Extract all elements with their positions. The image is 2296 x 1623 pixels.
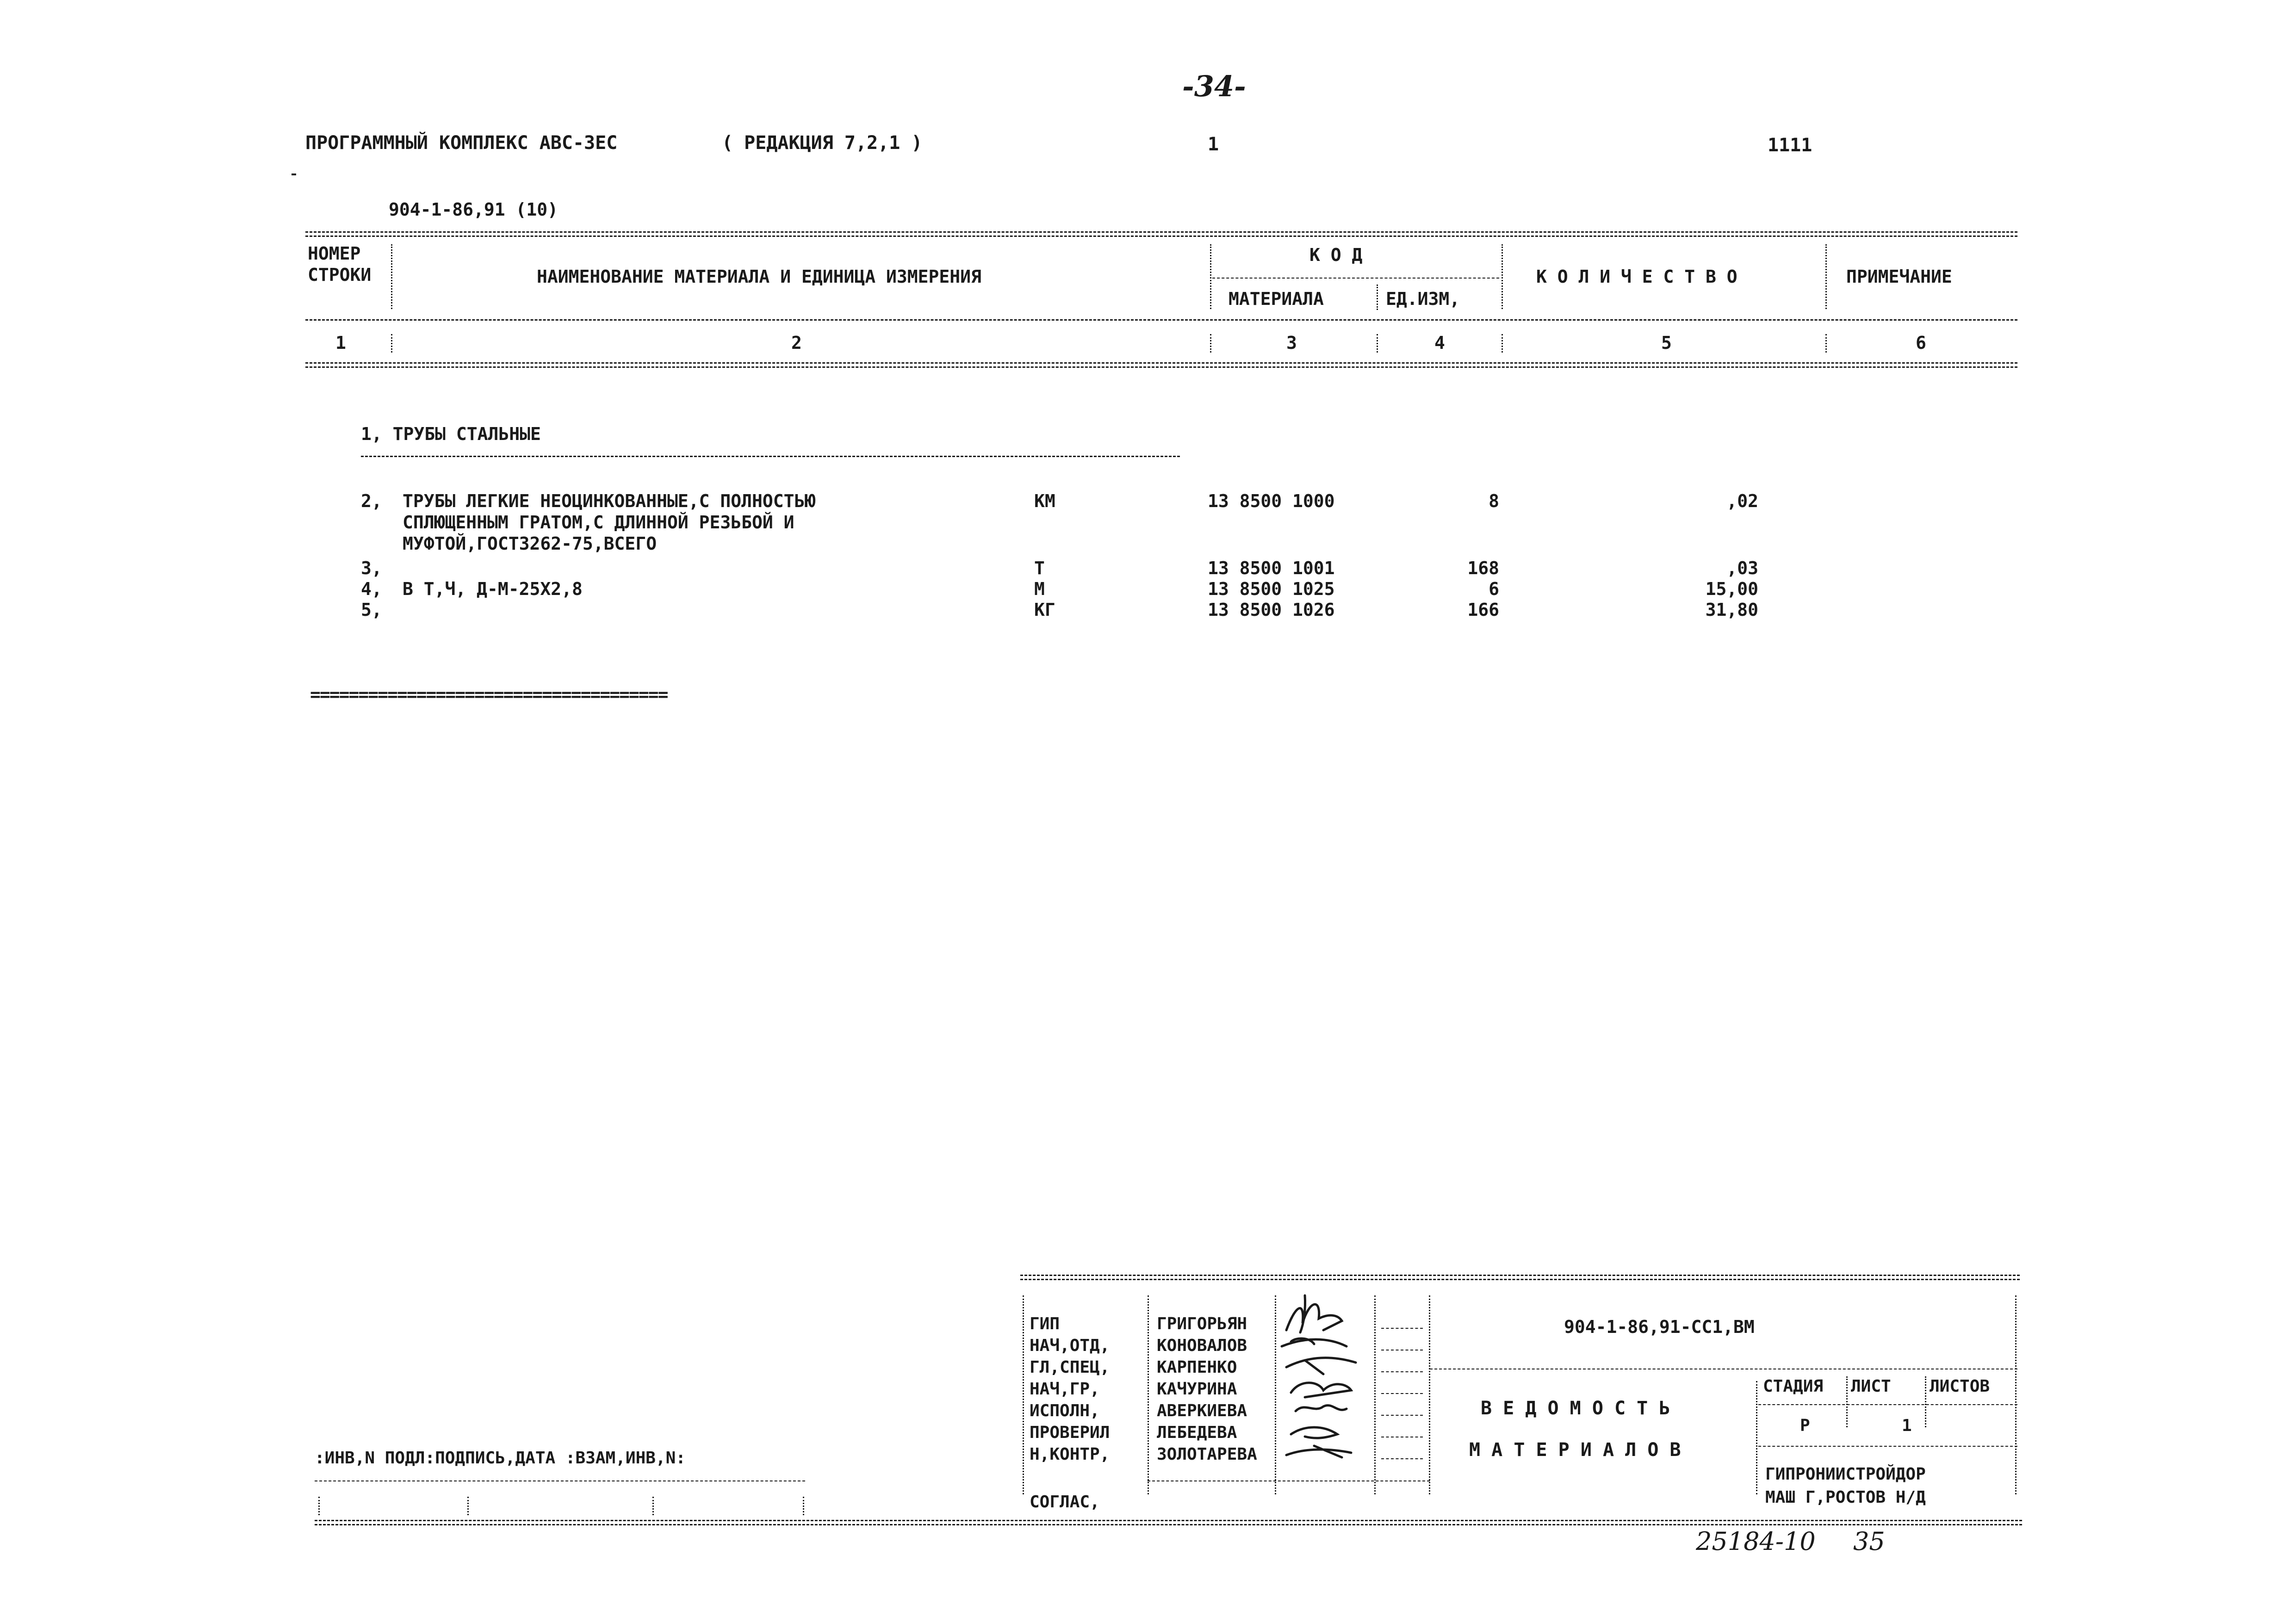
header-divider xyxy=(1825,244,1827,309)
material-code: 13 8500 1025 xyxy=(1208,579,1335,599)
unit-of-measure: КМ xyxy=(1034,491,1055,511)
table-header-close-rule xyxy=(305,362,2017,368)
material-name: В Т,Ч, Д-М-25Х2,8 xyxy=(403,579,583,599)
stamp-name: АВЕРКИЕВА xyxy=(1157,1401,1247,1420)
program-edition: ( РЕДАКЦИЯ 7,2,1 ) xyxy=(722,132,923,154)
stamp-role: ПРОВЕРИЛ xyxy=(1030,1423,1110,1442)
unit-code: 166 xyxy=(1467,600,1499,620)
material-code: 13 8500 1000 xyxy=(1208,491,1335,511)
inventory-divider xyxy=(318,1497,320,1515)
unit-of-measure: М xyxy=(1034,579,1045,599)
stamp-name: КАРПЕНКО xyxy=(1157,1358,1237,1377)
quantity: ,02 xyxy=(1726,491,1758,511)
section-title: 1, ТРУБЫ СТАЛЬНЫЕ xyxy=(361,424,541,444)
sheet-value: 1 xyxy=(1902,1416,1912,1435)
col-header-unit-code: ЕД.ИЗМ, xyxy=(1386,289,1460,309)
stamp-top-rule xyxy=(1020,1275,2020,1280)
date-dash xyxy=(1381,1371,1423,1372)
stage-rule xyxy=(1758,1446,2017,1447)
header-divider xyxy=(1210,244,1211,309)
stamp-name: КАЧУРИНА xyxy=(1157,1380,1237,1399)
col-number: 4 xyxy=(1434,333,1445,353)
page-number: -34- xyxy=(1182,69,1246,103)
stage-label: СТАДИЯ xyxy=(1763,1377,1824,1396)
stamp-name: ЗОЛОТАРЕВА xyxy=(1157,1445,1257,1464)
unit-of-measure: КГ xyxy=(1034,600,1055,620)
stamp-divider xyxy=(1756,1381,1757,1494)
row-number: 4, xyxy=(361,579,382,599)
stamp-designation: 904-1-86,91-СС1,ВМ xyxy=(1564,1317,1755,1337)
stage-value: Р xyxy=(1800,1416,1810,1435)
header-code: 1111 xyxy=(1768,135,1812,156)
stamp-role: ГИП xyxy=(1030,1314,1060,1333)
col-header-material-code: МАТЕРИАЛА xyxy=(1229,289,1324,309)
inventory-header: :ИНВ,N ПОДЛ:ПОДПИСЬ,ДАТА :ВЗАМ,ИНВ,N: xyxy=(315,1449,686,1468)
stamp-divider xyxy=(1925,1376,1926,1427)
stamp-role: НАЧ,ОТД, xyxy=(1030,1336,1110,1355)
col-number: 5 xyxy=(1661,333,1672,353)
material-code: 13 8500 1026 xyxy=(1208,600,1335,620)
stage-rule xyxy=(1758,1404,2017,1405)
date-dash xyxy=(1381,1393,1423,1394)
col-number: 3 xyxy=(1286,333,1297,353)
inventory-divider xyxy=(652,1497,654,1515)
stamp-name: ГРИГОРЬЯН xyxy=(1157,1314,1247,1333)
number-row-divider xyxy=(391,334,392,353)
col-number: 2 xyxy=(791,333,802,353)
number-row-divider xyxy=(1825,334,1827,353)
date-dash xyxy=(1381,1458,1423,1459)
stamp-role: НАЧ,ГР, xyxy=(1030,1380,1100,1399)
col-header-note: ПРИМЕЧАНИЕ xyxy=(1846,266,1952,287)
stamp-role: СОГЛАС, xyxy=(1030,1493,1100,1511)
stamp-title-line2: М А Т Е Р И А Л О В xyxy=(1469,1439,1681,1461)
col-header-quantity: К О Л И Ч Е С Т В О xyxy=(1536,266,1738,287)
row-number: 3, xyxy=(361,558,382,578)
date-dash xyxy=(1381,1328,1423,1329)
quantity: 15,00 xyxy=(1705,579,1758,599)
inventory-divider xyxy=(803,1497,804,1515)
col-number: 1 xyxy=(335,333,346,353)
inventory-divider xyxy=(467,1497,469,1515)
margin-mark xyxy=(292,173,296,175)
header-divider xyxy=(391,244,392,309)
stamp-role: ИСПОЛН, xyxy=(1030,1401,1100,1420)
col-number: 6 xyxy=(1916,333,1926,353)
col-header-material-name: НАИМЕНОВАНИЕ МАТЕРИАЛА И ЕДИНИЦА ИЗМЕРЕНИЯ xyxy=(537,266,981,287)
org-line1: ГИПРОНИИСТРОЙДОР xyxy=(1765,1465,1926,1484)
document-id: 904-1-86,91 (10) xyxy=(389,199,558,220)
section-underline xyxy=(361,456,1180,457)
quantity: 31,80 xyxy=(1705,600,1758,620)
signatures-image xyxy=(1277,1286,1384,1471)
material-name: ТРУБЫ ЛЕГКИЕ НЕОЦИНКОВАННЫЕ,С ПОЛНОСТЬЮ СПЛЮЩЕННЫМ ГРАТОМ,С ДЛИННОЙ РЕЗЬБОЙ И МУФТОЙ,ГОСТ3262-75,ВСЕГО xyxy=(403,491,816,554)
col-header-code-group: К О Д xyxy=(1309,245,1363,265)
archive-number: 25184-10 xyxy=(1696,1527,1816,1556)
program-name: ПРОГРАММНЫЙ КОМПЛЕКС АВС-ЗЕС xyxy=(305,132,618,154)
stamp-role: Н,КОНТР, xyxy=(1030,1445,1110,1464)
header-bottom-rule xyxy=(305,319,2017,321)
stamp-divider xyxy=(2015,1295,2017,1494)
unit-code: 168 xyxy=(1467,558,1499,578)
stamp-divider xyxy=(1429,1295,1430,1494)
col-header-row-number: НОМЕР СТРОКИ xyxy=(308,243,372,285)
stamp-divider xyxy=(1148,1295,1149,1494)
archive-page: 35 xyxy=(1853,1527,1885,1556)
stamp-divider xyxy=(1023,1295,1024,1494)
sheets-label: ЛИСТОВ xyxy=(1930,1377,1990,1396)
unit-of-measure: Т xyxy=(1034,558,1045,578)
date-dash xyxy=(1381,1415,1423,1416)
header-divider xyxy=(1377,285,1378,310)
row-number: 5, xyxy=(361,600,382,620)
table-top-rule xyxy=(305,231,2017,237)
number-row-divider xyxy=(1502,334,1503,353)
org-line2: МАШ Г,РОСТОВ Н/Д xyxy=(1765,1488,1926,1507)
row-number: 2, xyxy=(361,491,382,511)
material-code: 13 8500 1001 xyxy=(1208,558,1335,578)
stamp-divider xyxy=(1374,1295,1376,1494)
unit-code: 6 xyxy=(1489,579,1499,599)
end-marker: ===================================== xyxy=(310,684,668,705)
stamp-title-line1: В Е Д О М О С Т Ь xyxy=(1481,1398,1670,1419)
unit-code: 8 xyxy=(1489,491,1499,511)
number-row-divider xyxy=(1377,334,1378,353)
stamp-divider xyxy=(1846,1376,1848,1427)
stamp-name: ЛЕБЕДЕВА xyxy=(1157,1423,1237,1442)
stamp-divider xyxy=(1275,1295,1276,1494)
header-divider xyxy=(1502,244,1503,309)
number-row-divider xyxy=(1210,334,1211,353)
quantity: ,03 xyxy=(1726,558,1758,578)
sheet-label: ЛИСТ xyxy=(1851,1377,1891,1396)
stamp-name: КОНОВАЛОВ xyxy=(1157,1336,1247,1355)
stamp-role: ГЛ,СПЕЦ, xyxy=(1030,1358,1110,1377)
code-group-rule xyxy=(1212,278,1499,279)
stamp-bottom-rule xyxy=(315,1520,2022,1525)
header-sheet: 1 xyxy=(1208,134,1219,155)
